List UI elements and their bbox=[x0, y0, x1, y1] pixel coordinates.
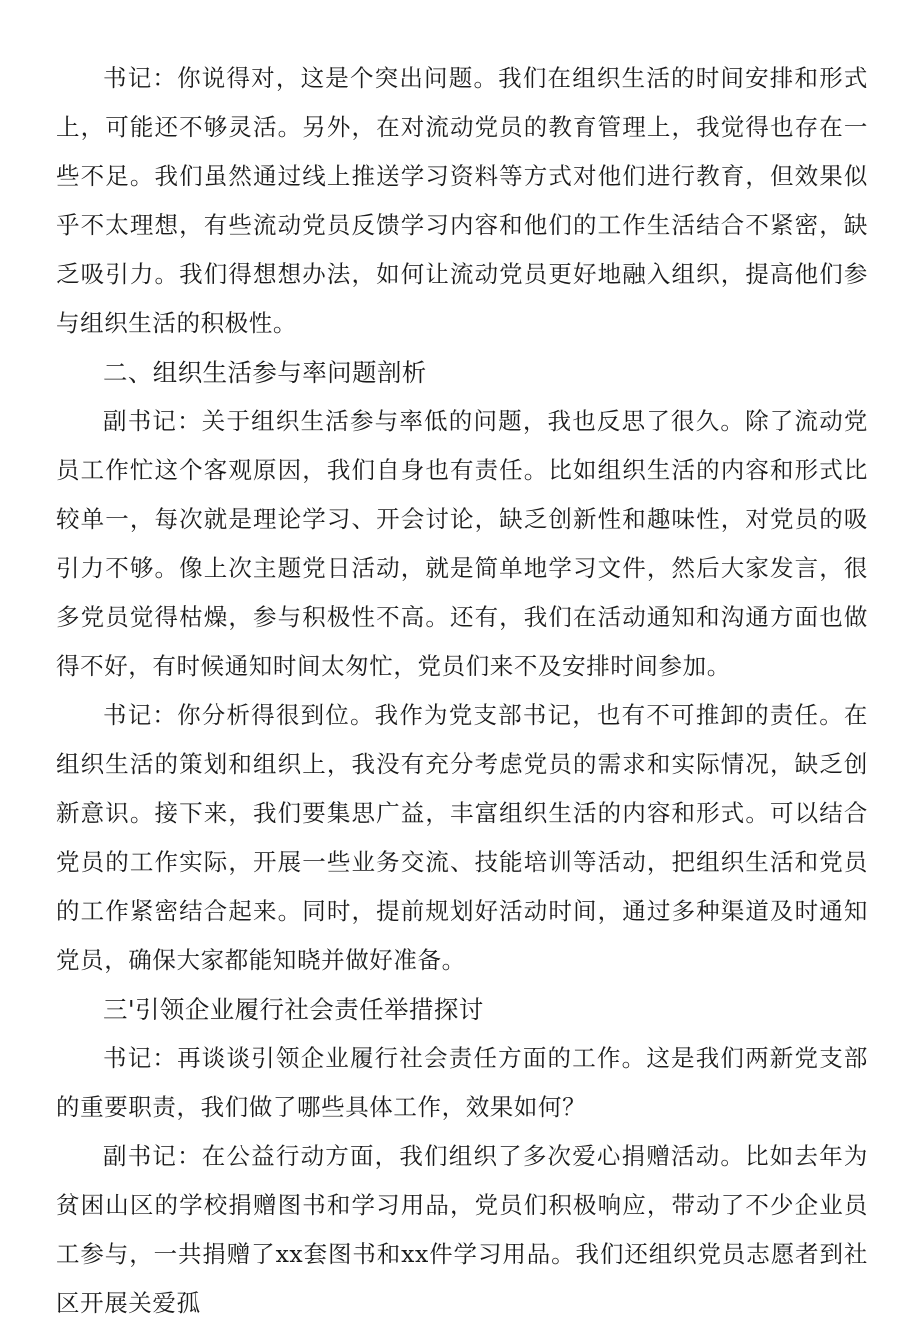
document-page bbox=[56, 54, 868, 1328]
section-heading-2: 二、组织生活参与率问题剖析 bbox=[103, 358, 427, 387]
paragraph-secretary-1: 书记：你说得对，这是个突出问题。我们在组织生活的时间安排和形式上，可能还不够灵活。另外，在对流动党员的教育管理上，我觉得也存在一些不足。我们虽然通过线上推送学习资料等方式对他们进行教育，但效果似乎不太理想，有些流动党员反馈学习内容和他们的工作生活结合不紧密，缺乏吸引力。我们得想想办法，如何让流动党员更好地融入组织，提高他们参与组织生活的积极性。 bbox=[56, 64, 868, 337]
paragraph-deputy-secretary-2: 副书记：在公益行动方面，我们组织了多次爱心捐赠活动。比如去年为贫困山区的学校捐赠图书和学习用品，党员们积极响应，带动了不少企业员工参与，一共捐赠了xx套图书和xx件学习用品。我们还组织党员志愿者到社区开展关爱孤 bbox=[56, 1142, 868, 1317]
paragraph-secretary-2: 书记：你分析得很到位。我作为党支部书记，也有不可推卸的责任。在组织生活的策划和组织上，我没有充分考虑党员的需求和实际情况，缺乏创新意识。接下来，我们要集思广益，丰富组织生活的内容和形式。可以结合党员的工作实际，开展一些业务交流、技能培训等活动，把组织生活和党员的工作紧密结合起来。同时，提前规划好活动时间，通过多种渠道及时通知党员，确保大家都能知晓并做好准备。 bbox=[56, 701, 868, 974]
paragraph-secretary-3: 书记：再谈谈引领企业履行社会责任方面的工作。这是我们两新党支部的重要职责，我们做了哪些具体工作，效果如何？ bbox=[56, 1044, 868, 1121]
section-heading-3: 三'引领企业履行社会责任举措探讨 bbox=[103, 995, 484, 1024]
paragraph-deputy-secretary-1: 副书记：关于组织生活参与率低的问题，我也反思了很久。除了流动党员工作忙这个客观原因，我们自身也有责任。比如组织生活的内容和形式比较单一，每次就是理论学习、开会讨论，缺乏创新性和趣味性，对党员的吸引力不够。像上次主题党日活动，就是简单地学习文件，然后大家发言，很多党员觉得枯燥，参与积极性不高。还有，我们在活动通知和沟通方面也做得不好，有时候通知时间太匆忙，党员们来不及安排时间参加。 bbox=[56, 407, 868, 680]
